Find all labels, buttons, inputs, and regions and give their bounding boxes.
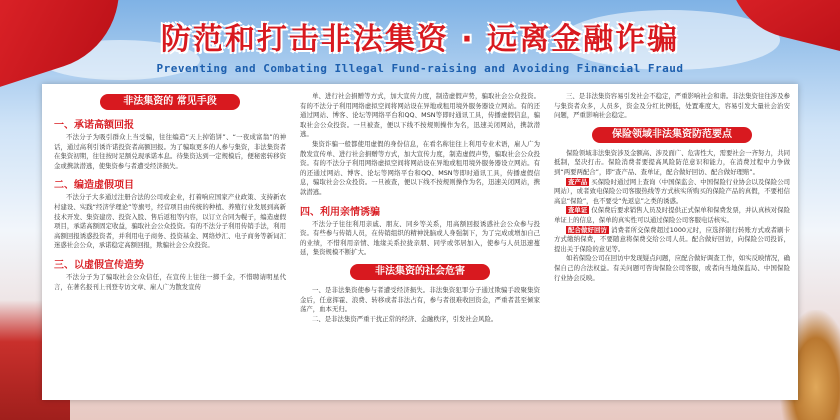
- paragraph-text: 消费者所交保费超过1000元时，应选择银行转账方式或者刷卡方式缴纳保费，不要随意将保费交给公司人员。配合做好回访，向保险公司投诉，提出关于保险的意见等。: [554, 225, 790, 253]
- content-board: [42, 84, 798, 400]
- heading: 三、以虚假宣传造势: [54, 259, 144, 271]
- paragraph: 不法分子为了骗取社会公众信任，在宣传上往往一掷千金，不惜聘请明星代言，在著名报刊上刊登专访文章、雇人广为散发宣传: [54, 272, 286, 291]
- paragraph: 不法分子为吸引群众上当受骗，往往编造“天上掉馅饼”、“一夜成富翁”的神话，通过高利引诱许诺投资者高额回报。为了骗取更多的人参与集资，非法集资者在集资初期，往往按时足额兑现承诺本息。待集资达到一定规模后，便秘密转移资金或携款潜逃，使集资参与者遭受经济损失。: [54, 133, 286, 170]
- section-pill: 保险领域非法集资防范要点: [592, 127, 752, 143]
- paragraph: 二、是非法集资严重干扰正常的经济、金融秩序，引发社会风险。: [312, 314, 498, 323]
- paragraph: 单、进行社会捐赠等方式，加大宣传力度，制造虚假声势，骗取社会公众投资。有的不法分子利用网络虚拟空间将网站设在异地或租用境外服务器设立网站。有的还通过网站、博客、论坛等网络平台和QQ、MSN等即时通讯工具，传播虚假信息，骗取社会公众投资。一旦被查，便以下线不按规则操作为名，迅速关闭网站，携款潜逃。: [300, 92, 540, 139]
- paragraph: [554, 178, 790, 207]
- column-1: [54, 92, 286, 392]
- section-pill: 非法集资的 常见手段: [100, 94, 240, 110]
- page-subtitle: Preventing and Combating Illegal Fund-raising and Avoiding Financial Fraud: [156, 62, 684, 75]
- paragraph: [554, 226, 790, 255]
- paragraph: 不法分子大多通过注册合法的公司或企业，打着响应国家产业政策、支持新农村建设、实践“经济学理论”等旗号，经营项目由传统的种植、养殖行业发展到高新技术开发、集资建房、投资入股、售后返租等内容，以订立合同为幌子，编造虚假项目，承诺高额固定收益，骗取社会公众投资。有的不法分子利用传销手法，利用高额回报诱惑投资者，并利用电子商务、投资基金、网络炒汇、电子商务等新词汇迷惑社会公众，承诺稳定高额回报，欺骗社会公众投资。: [54, 193, 286, 250]
- paragraph: 保险领域非法集资涉及金额高、涉及面广、危害性大，需要社会一齐努力，共同抵制，坚决打击。保险消费者要提高风险防范意识和能力，在消费过程中力争做到“两要两配合”，即“查产品、查单证，配合做好回访、配合做好理赔”。: [554, 148, 790, 176]
- tag-badge: 查单证: [568, 206, 588, 215]
- page-title: 防范和打击非法集资 · 远离金融诈骗: [160, 22, 680, 57]
- paragraph: 不法分子往往利用亲戚、朋友、同乡等关系，用高额回报诱惑社会公众参与投资。有些参与传销人员，在传销组织的精神洗脑或人身强制下，为了完成或增加自己的业绩，不惜利用亲情、地缘关系拉拢亲朋、同学或邻居加入，使参与人员迅速蔓延，集资规模不断扩大。: [300, 219, 540, 257]
- heading: 二、编造虚假项目: [54, 180, 134, 192]
- paragraph: [554, 206, 790, 225]
- paragraph: 如若保险公司在回访中发现疑点问题，应配合做好调查工作，如实反映情况，确保自己的合法权益。有关问题可咨询保险公司客服，或者向当地保监局、中国保险行业协会反映。: [554, 254, 790, 282]
- section-pill: 非法集资的社会危害: [350, 264, 490, 280]
- heading: 一、承诺高额回报: [54, 120, 134, 131]
- column-3: [554, 92, 790, 392]
- paragraph-text: 买保险时通过网上查询（中国保监会、中国保险行业协会以及保险公司网站），或者致电保险公司客服热线等方式核实所购买的保险产品的真假，不要相信高息“保险”，也不要受“先返息”之类的诱惑。: [554, 177, 790, 205]
- paragraph: 集资诈骗一般都使用虚假的身份信息，在看名称往往上利用专业术语，雇人广为散发宣传单、进行社会捐赠等方式，加大宣传力度，制造虚假声势，骗取社会公众投资。有的不法分子利用网络虚拟空间将网站设在异地或租用境外服务器设立网站。有的还通过网站、博客、论坛等网络平台和QQ、MSN等即时通讯工具，传播虚假信息，骗取社会公众投资。一旦被查，便以下线不按规则操作为名，迅速关闭网站，携款潜逃。: [300, 139, 540, 196]
- paragraph-text: 仅保费后要求销售人员及时提供正式保单和保费发票，并认真核对保险单证上的信息，保单的真实性可以通过保险公司客服电话核实。: [554, 206, 790, 224]
- tag-badge: 配合做好回访: [568, 225, 608, 234]
- heading: 四、利用亲情诱骗: [300, 206, 380, 218]
- column-2: [300, 92, 540, 392]
- paragraph: 三、是非法集资容易引发社会不稳定，严重影响社会和谐。非法集资往往涉及参与集资者众多，人员多，资金及分红比例低，处置难度大，容易引发大量社会治安问题，严重影响社会稳定。: [554, 92, 790, 120]
- paragraph: 一、是非法集资使参与者遭受经济损失。非法集资犯罪分子通过欺骗手段聚集资金后，任意挥霍、浪费、转移或者非法占有，参与者很难收回资金，严重者甚至倾家荡产，血本无归。: [300, 285, 540, 314]
- tag-badge: 查产品: [568, 177, 588, 186]
